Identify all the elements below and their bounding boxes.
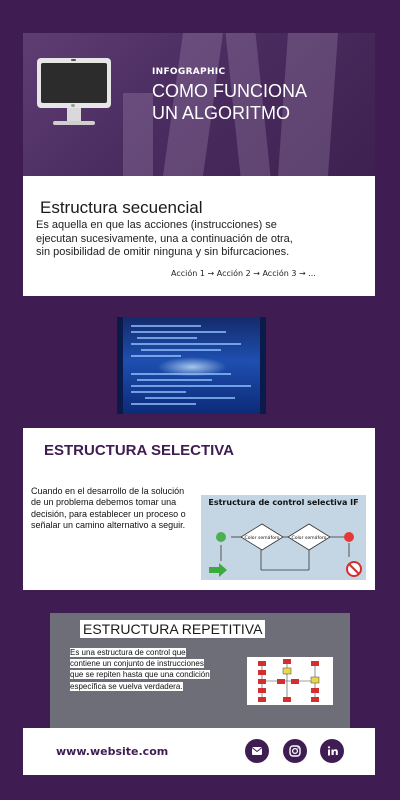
repetitiva-body-line: que se repiten hasta que una condición bbox=[70, 670, 210, 680]
repetitiva-body bbox=[70, 647, 238, 692]
instagram-icon[interactable] bbox=[283, 739, 307, 763]
red-light-icon bbox=[344, 532, 354, 542]
go-arrow-icon bbox=[209, 563, 227, 577]
repetitiva-title: ESTRUCTURA REPETITIVA bbox=[80, 620, 265, 638]
diagram-title: Estructura de control selectiva IF bbox=[208, 498, 359, 507]
page-title-line-1: COMO FUNCIONA bbox=[152, 81, 307, 101]
page-title-line-2: UN ALGORITMO bbox=[152, 103, 291, 123]
repetitiva-body-line: contiene un conjunto de instrucciones bbox=[70, 659, 204, 669]
diamond-1-label: Color semáforo bbox=[244, 536, 280, 541]
code-screen-image bbox=[117, 317, 266, 414]
header-kicker: INFOGRAPHIC bbox=[152, 67, 226, 77]
infographic bbox=[23, 33, 375, 775]
repetitiva-body-line: específica se vuelva verdadera. bbox=[70, 681, 183, 691]
secuencial-title: Estructura secuencial bbox=[40, 198, 203, 217]
green-light-icon bbox=[216, 532, 226, 542]
secuencial-section bbox=[23, 176, 375, 296]
secuencial-body: Es aquella en que las acciones (instrucciones) se ejecutan sucesivamente, una a continuación de otra, sin posibilidad de omitir ninguna y sin bifurcaciones. bbox=[36, 219, 293, 258]
footer bbox=[23, 728, 375, 775]
repetitiva-body-line: Es una estructura de control que bbox=[70, 648, 186, 657]
mail-icon[interactable] bbox=[245, 739, 269, 763]
selectiva-section bbox=[23, 428, 375, 590]
website-link[interactable]: www.website.com bbox=[56, 745, 169, 758]
selective-if-diagram bbox=[201, 495, 366, 580]
selectiva-body: Cuando en el desarrollo de la solución de un problema debemos tomar una decisión, para establecer un proceso o señalar un camino alternativo a seguir. bbox=[31, 486, 186, 530]
linkedin-icon[interactable] bbox=[320, 739, 344, 763]
page-title bbox=[152, 80, 362, 124]
selectiva-title: ESTRUCTURA SELECTIVA bbox=[44, 442, 235, 459]
repetitiva-section bbox=[50, 613, 350, 729]
header-banner bbox=[23, 33, 375, 176]
secuencial-sequence: Acción 1 → Acción 2 → Acción 3 → ... bbox=[171, 269, 316, 278]
loop-flowchart bbox=[247, 657, 333, 705]
diamond-2-label: Color semáforo bbox=[291, 536, 327, 541]
